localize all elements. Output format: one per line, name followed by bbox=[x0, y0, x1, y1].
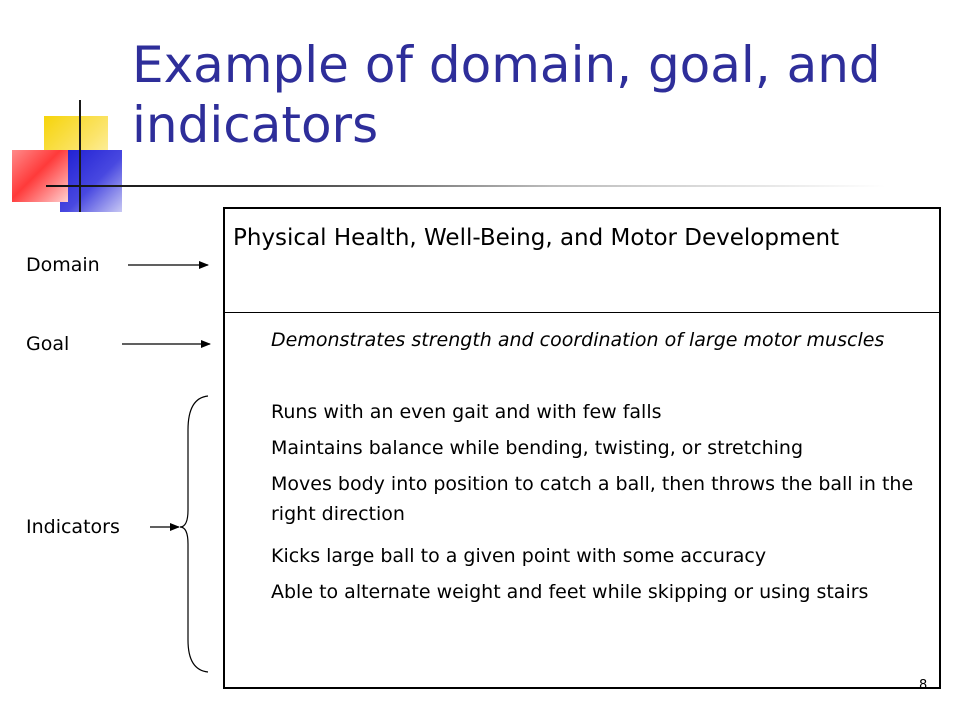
indicator-item: Moves body into position to catch a ball, then throws the ball in the right direction bbox=[271, 473, 914, 525]
goal-label: Goal bbox=[26, 333, 70, 355]
goal-text: Demonstrates strength and coordination of large motor muscles bbox=[271, 329, 885, 351]
content-table bbox=[223, 207, 941, 689]
indicator-item: Runs with an even gait and with few falls bbox=[271, 401, 662, 423]
slide-title: Example of domain, goal, and indicators bbox=[132, 36, 881, 154]
indicator-item: Maintains balance while bending, twisting, or stretching bbox=[271, 437, 804, 459]
domain-label: Domain bbox=[26, 254, 100, 276]
indicators-label: Indicators bbox=[26, 516, 120, 538]
indicator-item: Able to alternate weight and feet while skipping or using stairs bbox=[271, 581, 869, 603]
domain-cell: Physical Health, Well-Being, and Motor Development bbox=[225, 209, 939, 313]
page-number: 8 bbox=[919, 678, 928, 693]
indicator-item: Kicks large ball to a given point with some accuracy bbox=[271, 545, 767, 567]
indicators-brace bbox=[180, 396, 208, 672]
